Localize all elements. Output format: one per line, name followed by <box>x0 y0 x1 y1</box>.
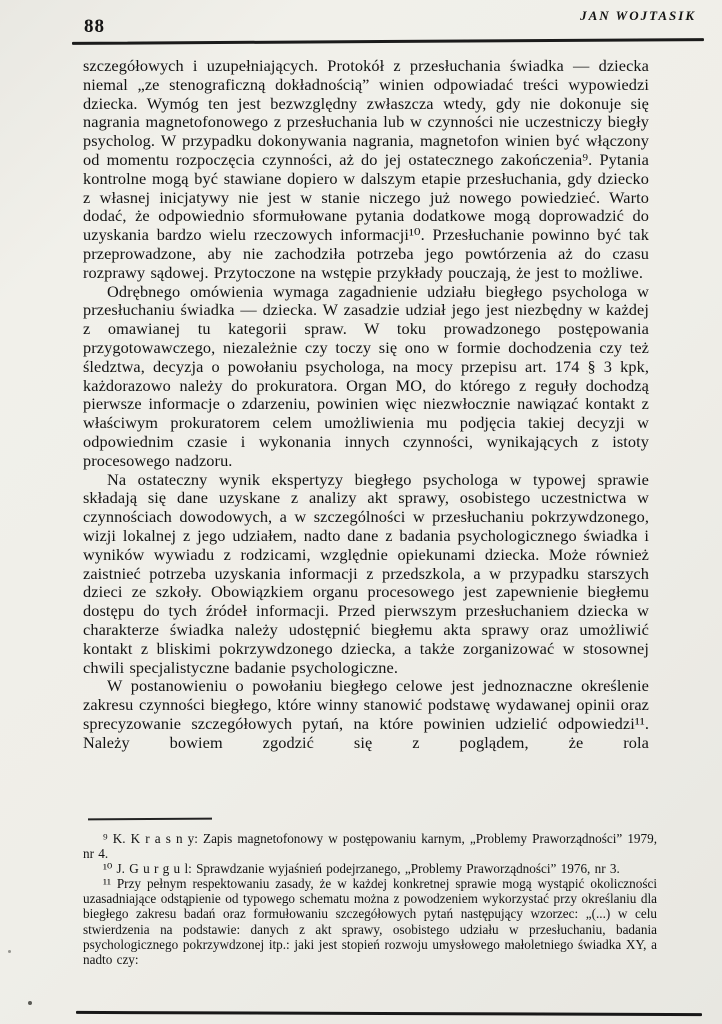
scan-artifact-bottom-line <box>76 1011 702 1016</box>
footnote-11: ¹¹ Przy pełnym respektowaniu zasady, że w każdej konkretnej sprawie mogą wystąpić okoliczności uzasadniające odstąpienie od typowego schematu można z powodzeniem wykorzystać przy określaniu dla biegłego zakresu badań oraz formułowaniu szczegółowych pytań następujący wzorzec: „(...) w celu stwierdzenia na podstawie: danych z akt sprawy, osobistego udziału w przesłuchaniu, badania psychologicznego pokrzywdzonej itp.: jaki jest stopień rozwoju umysłowego małoletniego świadka XY, a nadto czy: <box>83 876 657 967</box>
page-number: 88 <box>84 16 105 37</box>
running-head-author: JAN WOJTASIK <box>580 8 696 23</box>
body-paragraph-continuation: szczegółowych i uzupełniających. Protokół z przesłuchania świadka — dziecka niemal „ze stenograficzną dokładnością” winien odpowiadać treści wypowiedzi dziecka. Wymóg ten jest bezwzględny zwłaszcza wtedy, gdy nie dokonuje się nagrania magnetofonowego z przesłuchania lub w czynności nie uczestniczy biegły psycholog. W przypadku dokonywania nagrania, magnetofon winien być włączony od momentu rozpoczęcia czynności, aż do jej ostatecznego zakończenia⁹. Pytania kontrolne mogą być stawiane dopiero w dalszym etapie przesłuchania, gdy dziecko z własnej inicjatywy nie jest w stanie niczego już nowego powiedzieć. Warto dodać, że odpowiednio sformułowane pytania dodatkowe mogą doprowadzić do uzyskania bardzo wielu rzeczowych informacji¹⁰. Przesłuchanie powinno być tak przeprowadzone, aby nie zachodziła potrzeba jego powtórzenia aż do czasu rozprawy sądowej. Przytoczone na wstępie przykłady pouczają, że jest to możliwe. <box>83 56 649 282</box>
scan-speck <box>28 1001 32 1005</box>
body-paragraph: Na ostateczny wynik ekspertyzy biegłego psychologa w typowej sprawie składają się dane uzyskane z analizy akt sprawy, osobistego uczestnictwa w czynnościach dowodowych, a w szczególności w przesłuchaniu pokrzywdzonego, wizji lokalnej z jego udziałem, nadto dane z badania psychologicznego świadka i wyników wywiadu z rodzicami, względnie opiekunami dziecka. Może również zaistnieć potrzeba uzyskania informacji z przedszkola, a w przypadku starszych dzieci ze szkoły. Obowiązkiem organu procesowego jest zapewnienie biegłemu dostępu do tych źródeł informacji. Przed pierwszym przesłuchaniem dziecka w charakterze świadka należy udostępnić biegłemu akta sprawy oraz umożliwić kontakt z bliskimi pokrzywdzonego dziecka, a także zorganizować w stosownej chwili specjalistyczne badanie psychologiczne. <box>83 469 649 677</box>
footnote-separator-rule <box>88 818 212 821</box>
body-paragraph: W postanowieniu o powołaniu biegłego celowe jest jednoznaczne określenie zakresu czynności biegłego, które winny stanowić podstawę wydawanej opinii oraz sprecyzowanie szczegółowych pytań, na które powinien udzielić odpowiedzi¹¹. Należy bowiem zgodzić się z poglądem, że rola <box>83 676 649 752</box>
footnote-9: ⁹ K. K r a s n y: Zapis magnetofonowy w postępowaniu karnym, „Problemy Praworządności” 1979, nr 4. <box>83 831 657 862</box>
header-rule <box>72 38 704 45</box>
scan-speck <box>8 950 11 953</box>
body-text-column <box>83 57 649 752</box>
footnote-10: ¹⁰ J. G u r g u l: Sprawdzanie wyjaśnień podejrzanego, „Problemy Praworządności” 1976, nr 3. <box>103 861 620 877</box>
body-paragraph: Odrębnego omówienia wymaga zagadnienie udziału biegłego psychologa w przesłuchaniu świadka — dziecka. W zasadzie udział jego jest niezbędny w każdej z omawianej tu kategorii spraw. W toku prowadzonego postępowania przygotowawczego, niezależnie czy toczy się ono w formie dochodzenia czy też śledztwa, decyzja o powołaniu psychologa, na mocy przepisu art. 174 § 3 kpk, każdorazowo należy do prokuratora. Organ MO, do którego z reguły dochodzą pierwsze informacje o zdarzeniu, powinien więc niezwłocznie nawiązać kontakt z właściwym prokuratorem celem umożliwienia mu podjęcia takiej decyzji w odpowiednim czasie i wykonania innych czynności, wynikających z istoty procesowego nadzoru. <box>83 281 649 470</box>
footnotes-block <box>83 831 657 967</box>
